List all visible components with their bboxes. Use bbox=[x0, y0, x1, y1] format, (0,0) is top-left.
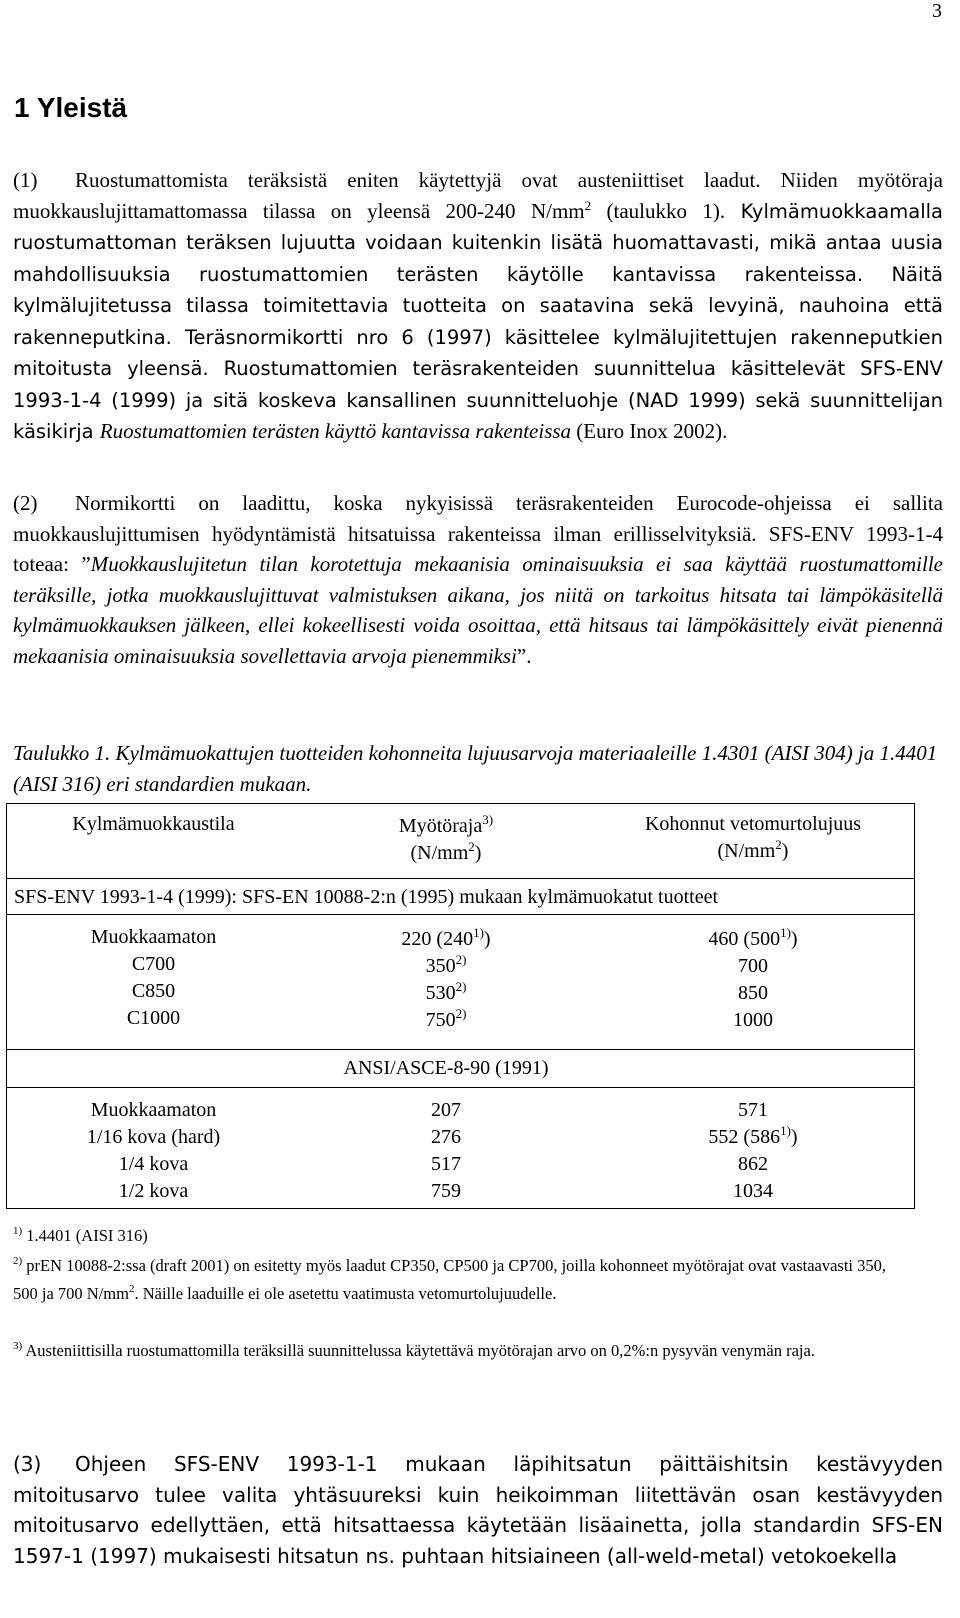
paragraph-1-sentence-1: Ruostumattomista teräksistä eniten käytettyjä ovat austeniittiset laadut. Niiden myötöraja muokkauslujittamattomassa tilassa on yleensä 200-240 N/mm bbox=[13, 168, 943, 223]
table-rule bbox=[6, 1087, 915, 1088]
paragraph-number: (1) bbox=[13, 168, 38, 192]
header-tensile: Kohonnut vetomurtolujuus $(N/mm^2)$ bbox=[644, 813, 862, 862]
table-cell: Muokkaamaton bbox=[90, 926, 217, 948]
table-cell: 700 bbox=[738, 955, 768, 977]
paragraph-1-body: Kylmämuokkaamalla ruostumattoman teräksen lujuutta voidaan kuitenkin lisätä huomattavasti, mikä antaa uusia mahdollisuuksia ruostumattomien terästen käytölle kantavissa rakenteissa. Näitä kylmälujitetussa tilassa toimitettavia tuotteita on saatavina sekä levyinä, nauhoina että rakenneputkina. Teräsnormikortti nro 6 (1997) käsittelee kylmälujitettujen rakenneputkien mitoitusta yleensä. Ruostumattomien teräsrakenteiden suunnittelua käsittelevät SFS-ENV 1993-1-4 (1999) ja sitä koskeva kansallinen suunnitteluohje (NAD 1999) sekä suunnittelijan käsikirja bbox=[13, 199, 943, 443]
table-cell: 517 bbox=[431, 1153, 461, 1175]
footnote-1: $^{1)}$ 1.4401 (AISI 316) bbox=[13, 1225, 148, 1245]
paragraph-1-end: (Euro Inox 2002). bbox=[571, 419, 728, 443]
book-title: Ruostumattomien terästen käyttö kantavissa rakenteissa bbox=[99, 419, 572, 443]
table-caption: Taulukko 1. Kylmämuokattujen tuotteiden kohonneita lujuusarvoja materiaaleille 1.4301 (AISI 304) ja 1.4401 (AISI 316) eri standardien mukaan. bbox=[13, 741, 938, 796]
states-sfs bbox=[6, 924, 301, 1032]
table-rule bbox=[6, 1208, 915, 1209]
quotation: Muokkauslujitetun tilan korotettuja mekaanisia ominaisuuksia ei saa käyttää ruostumattomille teräksille, jotka muokkauslujittuvat valmistuksen aikana, jos niitä on tarkoitus hitsata tai lämpökäsitellä kylmämuokkauksen jälkeen, ellei kokeellisesti voida osoittaa, että hitsaus tai lämpökäsittely eivät pienennä mekaanisia ominaisuuksia sovellettavia arvoja pienemmiksi bbox=[13, 552, 943, 668]
superscript: 2 bbox=[584, 197, 592, 213]
page-number: 3 bbox=[932, 0, 942, 22]
yield-sfs bbox=[301, 926, 591, 1034]
table-cell: 1034 bbox=[733, 1180, 773, 1202]
tensile-ansi bbox=[591, 1097, 915, 1205]
paragraph-2-text: Normikortti on laadittu, koska nykyisissä teräsrakenteiden Eurocode-ohjeissa ei sallita muokkauslujittumisen hyödyntämistä hitsatuissa rakenteissa ilman erillisselvityksiä. SFS-ENV 1993-1-4 toteaa: ” bbox=[13, 491, 943, 576]
paragraph-3-text: Ohjeen SFS-ENV 1993-1-1 mukaan läpihitsatun päittäishitsin kestävyyden mitoitusarvo tulee valita yhtäsuureksi kuin heikoimman liitettävän osan kestävyyden mitoitusarvo edellyttäen, että hitsattaessa käytetään lisäainetta, jolla standardin SFS-EN 1597-1 (1997) mukaisesti hitsatun ns. puhtaan hitsiaineen (all-weld-metal) vetokoekella bbox=[13, 1452, 943, 1568]
paragraph-2-end: ”. bbox=[516, 643, 532, 668]
table-cell: 850 bbox=[738, 982, 768, 1004]
table-cell: 350$^{2)}$ bbox=[425, 952, 467, 977]
paragraph-3 bbox=[13, 1449, 943, 1571]
table-cell: C1000 bbox=[126, 1007, 181, 1029]
table-cell: 1/4 kova bbox=[118, 1153, 189, 1175]
table-cell: 862 bbox=[738, 1153, 768, 1175]
paragraph-2 bbox=[13, 488, 943, 671]
paragraph-number: (2) bbox=[13, 491, 38, 515]
table-rule bbox=[6, 1049, 915, 1050]
section-title-ansi: ANSI/ASCE-8-90 (1991) bbox=[343, 1057, 549, 1079]
table-rule bbox=[6, 914, 915, 915]
table-cell: 530$^{2)}$ bbox=[425, 979, 467, 1004]
table-rule bbox=[6, 803, 915, 804]
table-cell: 1/2 kova bbox=[118, 1180, 189, 1202]
table-cell: 207 bbox=[431, 1099, 461, 1121]
table-cell: 1/16 kova (hard) bbox=[86, 1126, 221, 1148]
table-cell: 552 (586$^{1)}$) bbox=[708, 1123, 798, 1148]
table-cell: 1000 bbox=[733, 1009, 773, 1031]
table-cell: C850 bbox=[131, 980, 176, 1002]
table-cell: 571 bbox=[738, 1099, 768, 1121]
header-state: Kylmämuokkaustila bbox=[72, 813, 235, 835]
paragraph-1-ref: (taulukko 1). bbox=[591, 198, 741, 223]
paragraph-1 bbox=[13, 165, 943, 448]
table-cell: 220 (240$^{1)}$) bbox=[401, 925, 491, 950]
table-cell: 276 bbox=[431, 1126, 461, 1148]
paragraph-number: (3) bbox=[13, 1452, 42, 1476]
tensile-sfs bbox=[591, 926, 915, 1034]
section-title-sfs: SFS-ENV 1993-1-4 (1999): SFS-EN 10088-2:n (1995) mukaan kylmämuokatut tuotteet bbox=[14, 886, 719, 908]
strength-table bbox=[6, 803, 915, 1208]
table-cell: C700 bbox=[131, 953, 176, 975]
footnote-3: $^{3)}$ Austeniittisilla ruostumattomilla teräksillä suunnittelussa käytettävä myötörajan arvo on 0,2%:n pysyvän venymän raja. bbox=[13, 1340, 815, 1360]
table-cell: 460 (500$^{1)}$) bbox=[708, 925, 798, 950]
table-rule bbox=[6, 878, 915, 879]
footnote-2: $^{2)}$ prEN 10088-2:ssa (draft 2001) on esitetty myös laadut CP350, CP500 ja CP700, joilla kohonneet myötörajat ovat vastaavasti 350, 500 ja 700 $N/mm^2$. Näille laaduille ei ole asetettu vaatimusta vetomurtolujuudelle. bbox=[13, 1255, 887, 1303]
yield-ansi bbox=[301, 1097, 591, 1205]
section-heading: 1 Yleistä bbox=[14, 92, 128, 123]
table-cell: Muokkaamaton bbox=[90, 1099, 217, 1121]
table-cell: 759 bbox=[431, 1180, 461, 1202]
header-yield: Myötöraja$^{3)}$ $(N/mm^2)$ bbox=[398, 812, 494, 864]
table-cell: 750$^{2)}$ bbox=[425, 1006, 467, 1031]
states-ansi bbox=[6, 1097, 301, 1205]
